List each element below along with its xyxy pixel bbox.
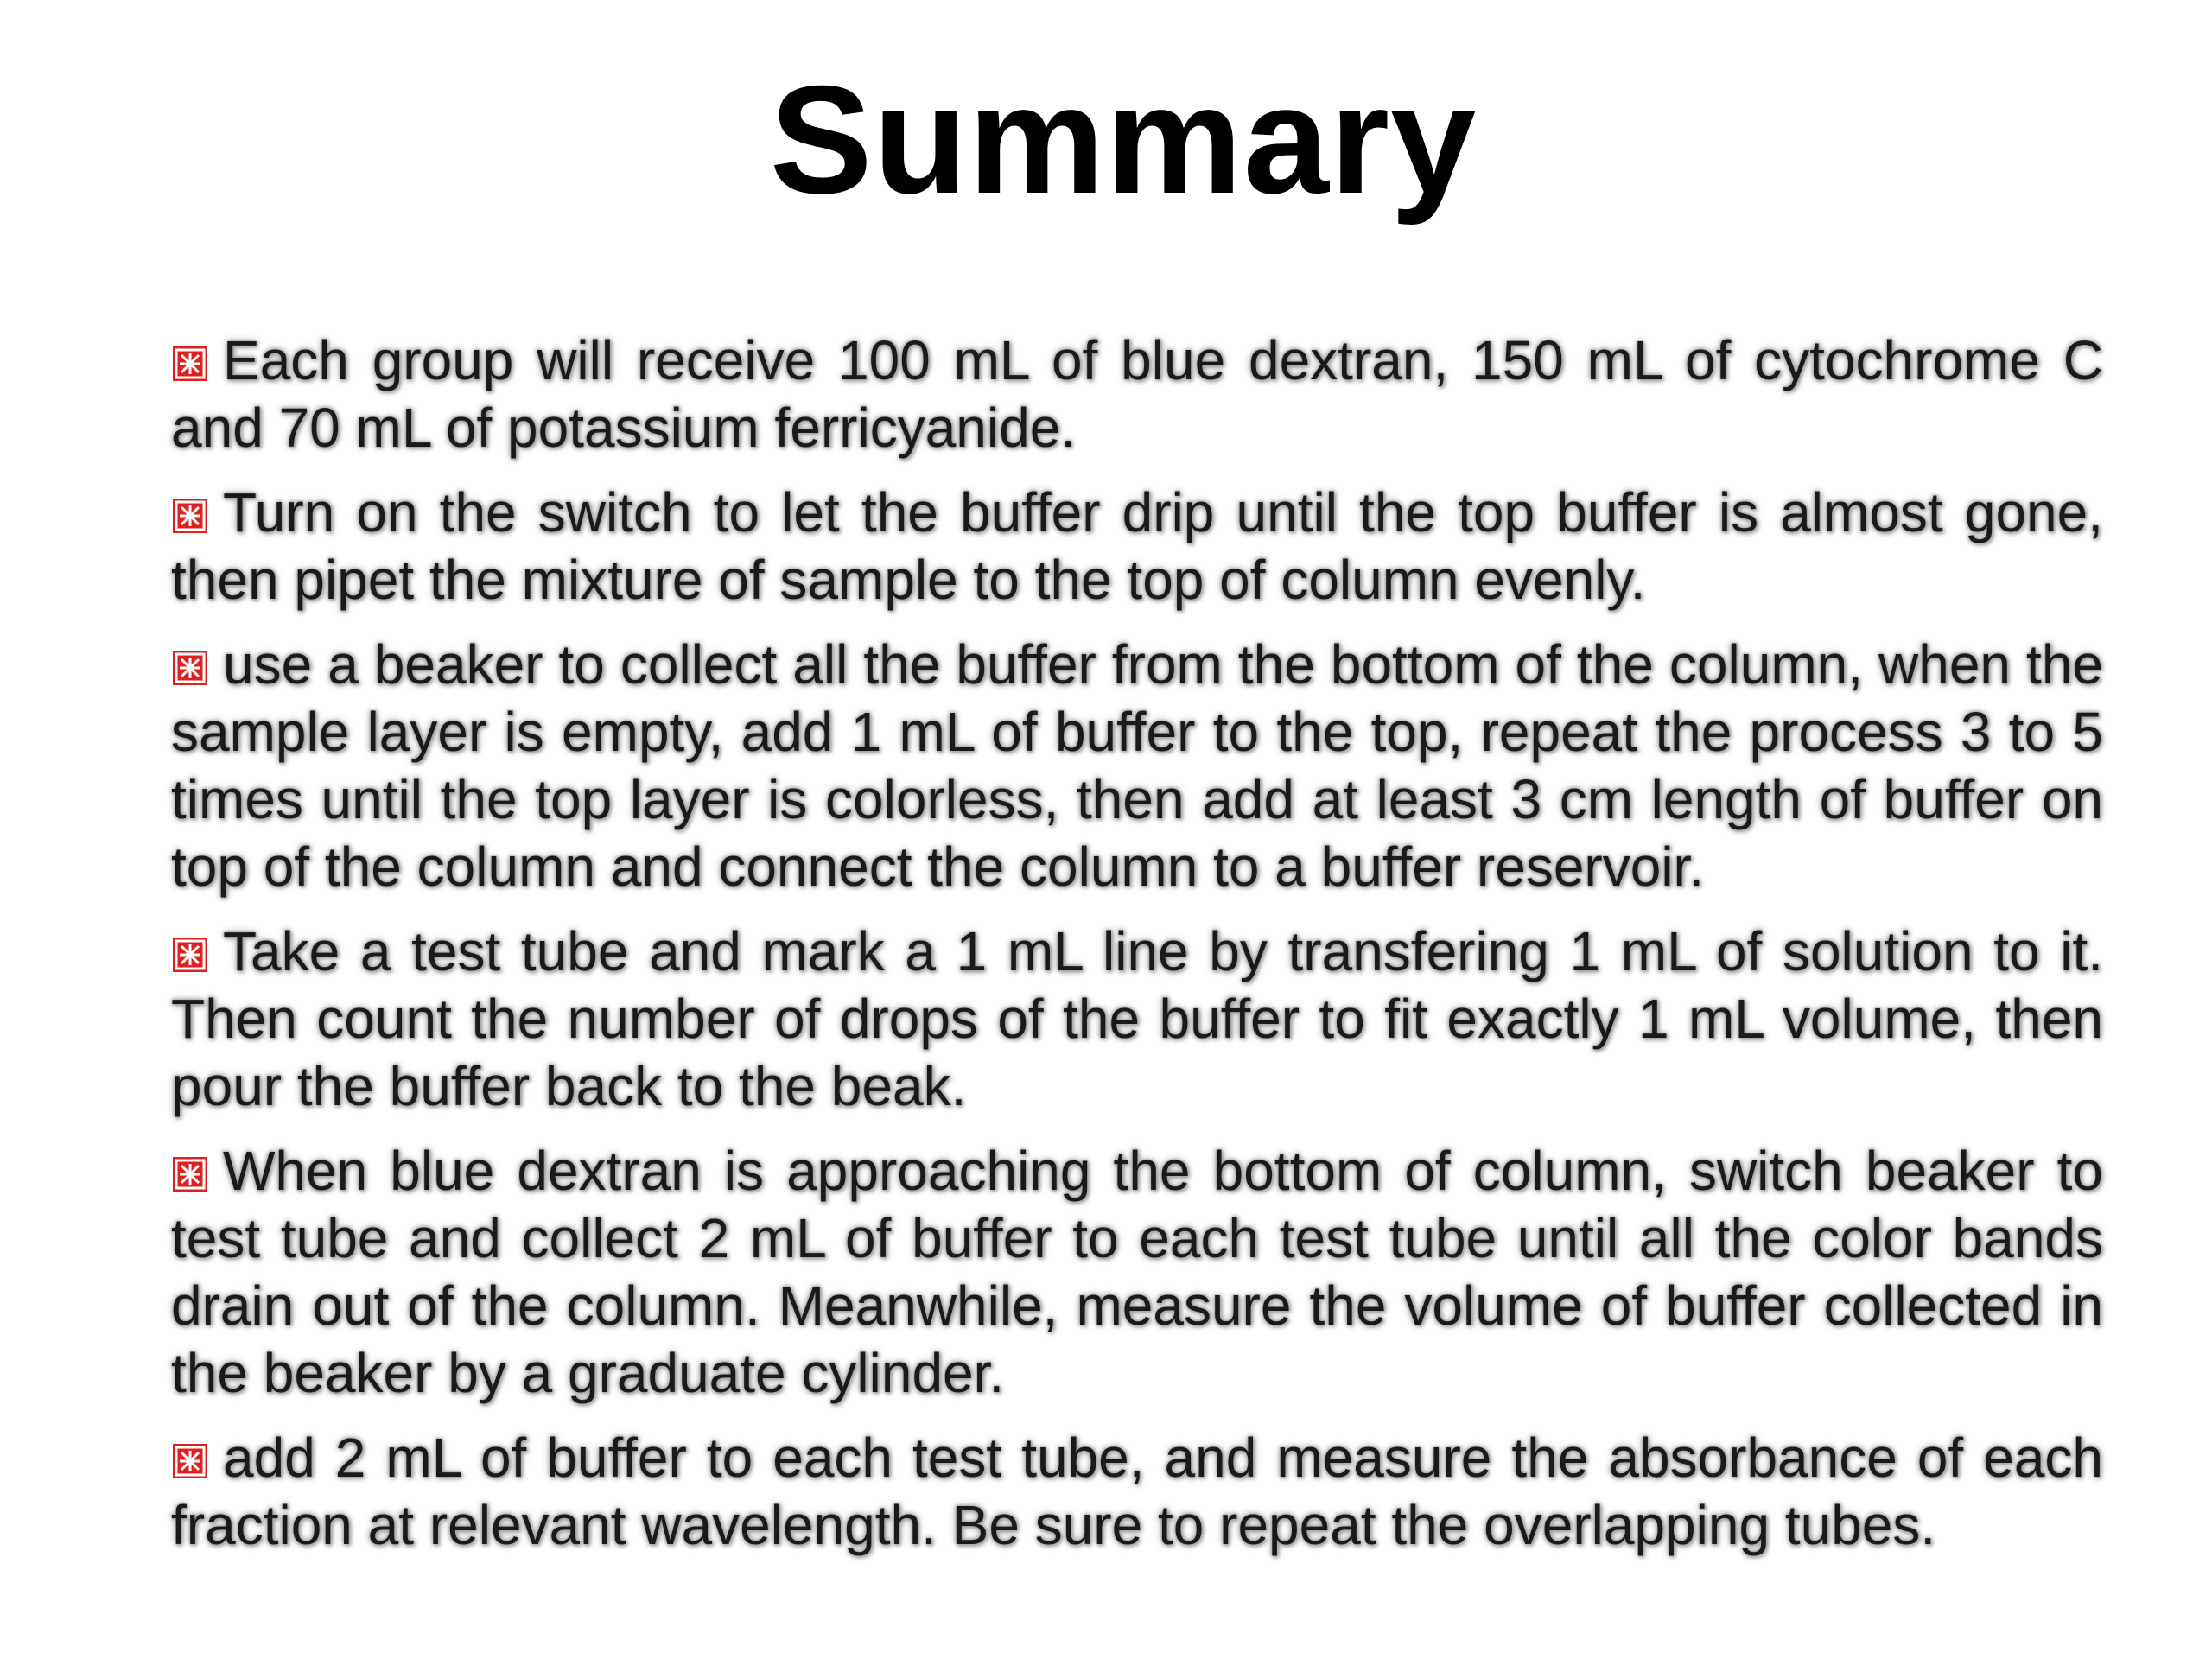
red-square-glyph-icon bbox=[171, 936, 209, 974]
bullet-text: use a beaker to collect all the buffer from the bottom of the column, when the sample layer is empty, add 1 mL of buffer to the top, repeat the process 3 to 5 times until the top layer is colorless, then add at least 3 cm length of buffer on top of the column and connect the column to a buffer reservoir. bbox=[171, 633, 2103, 898]
bullet-text: Each group will receive 100 mL of blue dextran, 150 mL of cytochrome C and 70 mL of potassium ferricyanide. bbox=[171, 329, 2103, 459]
list-item bbox=[171, 327, 2103, 461]
page-title: Summary bbox=[769, 54, 1478, 226]
list-item bbox=[171, 631, 2103, 900]
bullet-text: When blue dextran is approaching the bottom of column, switch beaker to test tube and collect 2 mL of buffer to each test tube until all the color bands drain out of the column. Meanwhile, measure the volume of buffer collected in the beaker by a graduate cylinder. bbox=[171, 1140, 2103, 1404]
list-item bbox=[171, 918, 2103, 1120]
red-square-glyph-icon bbox=[171, 649, 209, 687]
list-item bbox=[171, 1137, 2103, 1407]
list-item bbox=[171, 479, 2103, 613]
bullet-text: Turn on the switch to let the buffer drip until the top buffer is almost gone, then pipet the mixture of sample to the top of column evenly. bbox=[171, 481, 2103, 611]
bullet-text: add 2 mL of buffer to each test tube, and measure the absorbance of each fraction at relevant wavelength. Be sure to repeat the overlapping tubes. bbox=[171, 1427, 2103, 1556]
bullet-list bbox=[171, 327, 2103, 1576]
red-square-glyph-icon bbox=[171, 497, 209, 535]
list-item bbox=[171, 1424, 2103, 1559]
bullet-text: Take a test tube and mark a 1 mL line by transfering 1 mL of solution to it. Then count the number of drops of the buffer to fit exactly 1 mL volume, then pour the buffer back to the beak. bbox=[171, 920, 2103, 1117]
red-square-glyph-icon bbox=[171, 1155, 209, 1193]
red-square-glyph-icon bbox=[171, 1442, 209, 1480]
red-square-glyph-icon bbox=[171, 345, 209, 383]
